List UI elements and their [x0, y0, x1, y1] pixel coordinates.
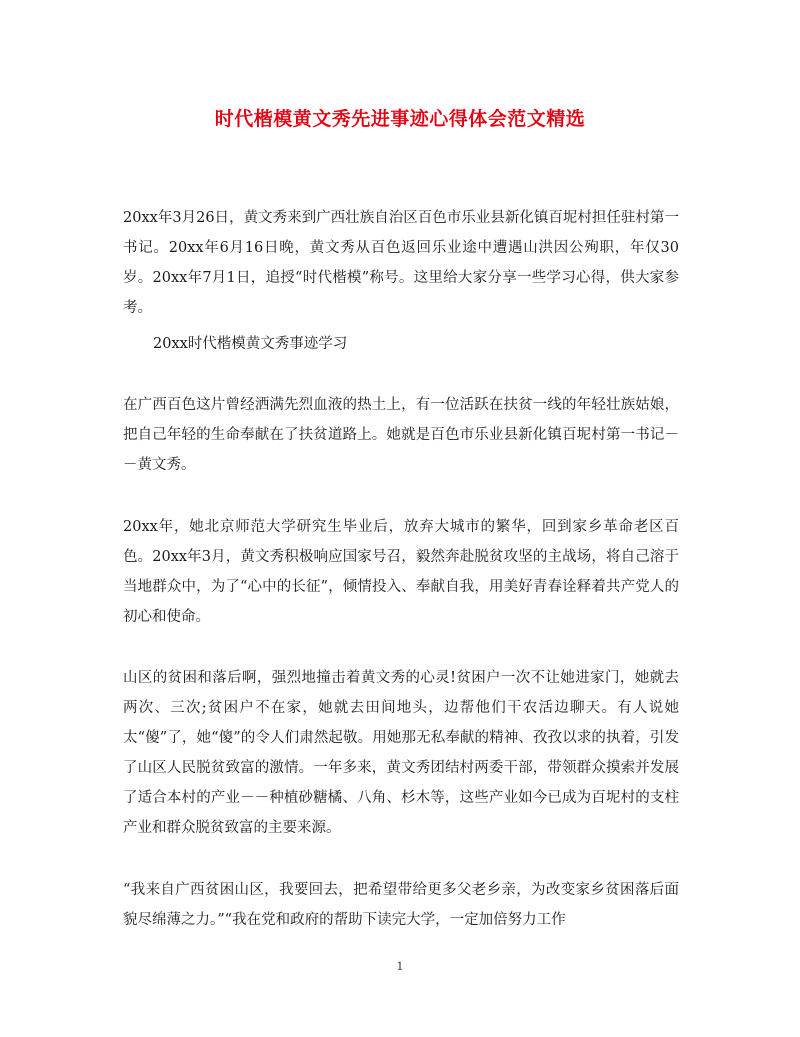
paragraph-3: 20xx年，她北京师范大学研究生毕业后，放弃大城市的繁华，回到家乡革命老区百色。20xx年3月，黄文秀积极响应国家号召，毅然奔赴脱贫攻坚的主战场，将自己溶于当地群众中，为了“心中的长征”，倾情投入、奉献自我，用美好青春诠释着共产党人的初心和使命。	[123, 519, 679, 625]
paragraph-5: “我来自广西贫困山区，我要回去，把希望带给更多父老乡亲，为改变家乡贫困落后面貌尽绵薄之力。”“我在党和政府的帮助下读完大学，一定加倍努力工作	[123, 882, 679, 928]
page-number: 1	[396, 960, 404, 973]
paragraph-2: 在广西百色这片曾经洒满先烈血液的热土上，有一位活跃在扶贫一线的年轻壮族姑娘，把自己年轻的生命奉献在了扶贫道路上。她就是百色市乐业县新化镇百坭村第一书记－－黄文秀。	[123, 397, 679, 473]
intro-paragraph: 20xx年3月26日，黄文秀来到广西壮族自治区百色市乐业县新化镇百坭村担任驻村第一书记。20xx年6月16日晚，黄文秀从百色返回乐业途中遭遇山洪因公殉职，年仅30岁。20xx年7月1日，追授“时代楷模”称号。这里给大家分享一些学习心得，供大家参考。	[123, 210, 679, 316]
paragraph-4: 山区的贫困和落后啊，强烈地撞击着黄文秀的心灵!贫困户一次不让她进家门，她就去两次、三次;贫困户不在家，她就去田间地头，边帮他们干农活边聊天。有人说她太“傻”了，她“傻”的令人们肃然起敬。用她那无私奉献的精神、孜孜以求的执着，引发了山区人民脱贫致富的激情。一年多来，黄文秀团结村两委干部，带领群众摸索并发展了适合本村的产业－－种植砂糖橘、八角、杉木等，这些产业如今已成为百坭村的支柱产业和群众脱贫致富的主要来源。	[123, 670, 679, 836]
page-title: 时代楷模黄文秀先进事迹心得体会范文精选	[214, 108, 586, 130]
section-subheading: 20xx时代楷模黄文秀事迹学习	[153, 336, 348, 352]
